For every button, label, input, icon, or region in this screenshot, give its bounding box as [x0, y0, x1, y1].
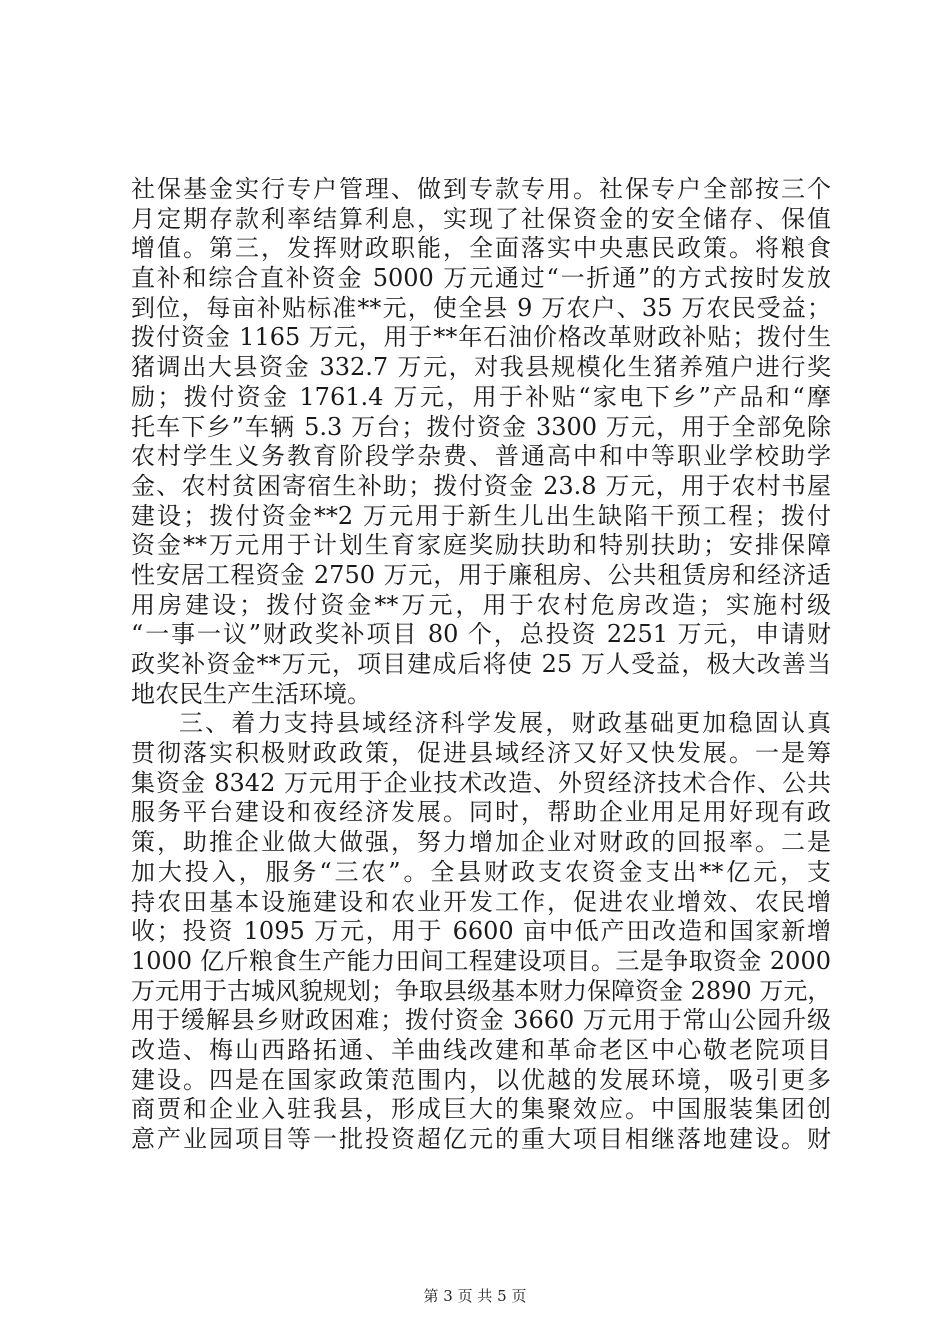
- text-line: “一事一议”财政奖补项目 80 个，总投资 2251 万元，申请财: [131, 620, 831, 649]
- text-line: 1000 亿斤粮食生产能力田间工程建设项目。三是争取资金 2000: [131, 946, 831, 975]
- text-line: 意产业园项目等一批投资超亿元的重大项目相继落地建设。财: [131, 1125, 831, 1153]
- text-line: 资金**万元用于计划生育家庭奖励扶助和特别扶助；安排保障: [131, 531, 831, 560]
- text-line: 万元用于古城风貌规划；争取县级基本财力保障资金 2890 万元，: [131, 976, 832, 1005]
- text-line: 策，助推企业做大做强，努力增加企业对财政的回报率。二是: [131, 828, 831, 857]
- page-number-footer: 第 3 页 共 5 页: [423, 1287, 527, 1305]
- text-line: 服务平台建设和夜经济发展。同时，帮助企业用足用好现有政: [131, 798, 831, 827]
- text-line: 改造、梅山西路拓通、羊曲线改建和革命老区中心敬老院项目: [131, 1035, 831, 1064]
- text-line: 增值。第三，发挥财政职能，全面落实中央惠民政策。将粮食: [131, 234, 831, 263]
- text-line: 社保基金实行专户管理、做到专款专用。社保专户全部按三个: [131, 175, 831, 203]
- text-line: 收；投资 1095 万元，用于 6600 亩中低产田改造和国家新增: [131, 917, 831, 946]
- text-line: 猪调出大县资金 332.7 万元，对我县规模化生猪养殖户进行奖: [131, 353, 831, 382]
- text-line: 地农民生产生活环境。: [131, 679, 371, 708]
- body-text: [131, 175, 831, 1155]
- text-line: 托车下乡”车辆 5.3 万台；拨付资金 3300 万元，用于全部免除: [131, 412, 831, 441]
- text-line: 性安居工程资金 2750 万元，用于廉租房、公共租赁房和经济适: [131, 560, 831, 589]
- text-line: 集资金 8342 万元用于企业技术改造、外贸经济技术合作、公共: [131, 768, 831, 797]
- text-line: 贯彻落实积极财政政策，促进县域经济又好又快发展。一是筹: [131, 739, 831, 768]
- text-line: 拨付资金 1165 万元，用于**年石油价格改革财政补贴；拨付生: [131, 323, 831, 352]
- text-line: 农村学生义务教育阶段学杂费、普通高中和中等职业学校助学: [131, 442, 831, 471]
- section-heading-line: 三、着力支持县域经济科学发展，财政基础更加稳固认真: [179, 709, 831, 738]
- text-line: 商贾和企业入驻我县，形成巨大的集聚效应。中国服装集团创: [131, 1095, 831, 1124]
- text-line: 用于缓解县乡财政困难；拨付资金 3660 万元用于常山公园升级: [131, 1006, 831, 1035]
- text-line: 政奖补资金**万元，项目建成后将使 25 万人受益，极大改善当: [131, 650, 831, 678]
- text-line: 直补和综合直补资金 5000 万元通过“一折通”的方式按时发放: [131, 264, 831, 293]
- text-line: 用房建设；拨付资金**万元，用于农村危房改造；实施村级: [131, 590, 831, 619]
- text-line: 金、农村贫困寄宿生补助；拨付资金 23.8 万元，用于农村书屋: [131, 471, 831, 500]
- text-line: 月定期存款利率结算利息，实现了社保资金的安全储存、保值: [131, 204, 831, 233]
- text-line: 到位，每亩补贴标准**元，使全县 9 万农户、35 万农民受益；: [131, 293, 831, 322]
- text-line: 励；拨付资金 1761.4 万元，用于补贴“家电下乡”产品和“摩: [131, 382, 831, 411]
- text-line: 建设；拨付资金**2 万元用于新生儿出生缺陷干预工程；拨付: [131, 501, 831, 530]
- text-line: 持农田基本设施建设和农业开发工作，促进农业增效、农民增: [131, 887, 831, 916]
- text-line: 建设。四是在国家政策范围内，以优越的发展环境，吸引更多: [131, 1065, 831, 1094]
- text-line: 加大投入，服务“三农”。全县财政支农资金支出**亿元，支: [131, 857, 831, 886]
